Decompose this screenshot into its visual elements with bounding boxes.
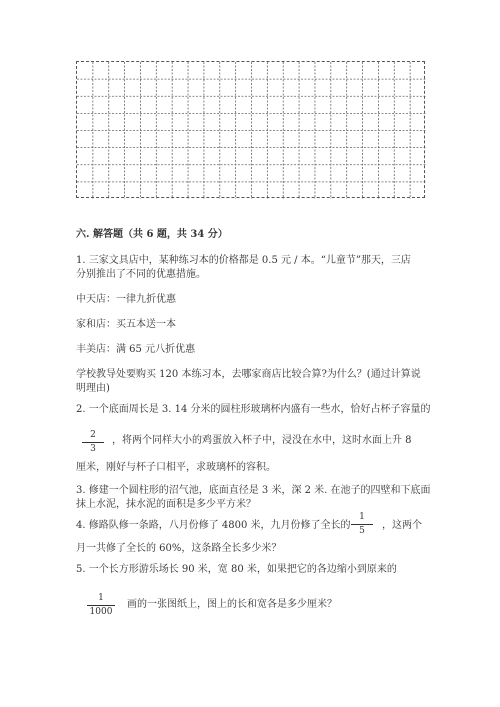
q5-line2: 画的一张图纸上，图上的长和宽各是多少厘米？ [127,599,337,610]
section-title: 六. 解答题（共 6 题，共 34 分） [76,229,228,240]
grid-lines [77,62,426,199]
q1-line1: 1. 三家文具店中，某种练习本的价格都是 0.5 元 / 本。“儿童节”那天，三店 [76,255,411,266]
q1-offer-fengmei: 丰美店：满 65 元八折优惠 [76,344,196,355]
q1-offer-zhongtian: 中天店：一律九折优惠 [76,294,176,305]
q4-line1a: 4. 修路队修一条路，八月份修了 4800 米，九月份修了全长的 [76,520,351,531]
q3-line1: 3. 修建一个圆柱形的沼气池，底面直径是 3 米，深 2 米. 在池子的四壁和下底面 [76,485,431,496]
q5-fraction-denominator: 1000 [89,607,113,617]
q1-question-line1: 学校教导处要购买 120 本练习本，去哪家商店比较合算?为什么？(通过计算说 [76,369,421,380]
q4-line1b: ，这两个 [382,520,422,531]
q2-fraction-numerator: 2 [82,430,104,443]
q2-line1: 2. 一个底面周长是 3. 14 分米的圆柱形玻璃杯内盛有一些水，恰好占杯子容量的 [76,404,431,415]
q5-line1: 5. 一个长方形游乐场长 90 米，宽 80 米，如果把它的各边缩小到原来的 [76,564,397,575]
q2-fraction-denominator: 3 [90,444,96,454]
q2-line2: ，将两个同样大小的鸡蛋放入杯子中，浸没在水中，这时水面上升 8 [112,435,412,446]
q1-question-line2: 明理由) [76,383,110,394]
q5-fraction-numerator: 1 [87,593,115,606]
q4-fraction [351,512,373,537]
q1-line2: 分别推出了不同的优惠措施。 [76,269,206,280]
q5-fraction [87,593,115,618]
q2-line3: 厘米，刚好与杯子口相平，求玻璃杯的容积。 [76,462,276,473]
q4-fraction-denominator: 5 [359,526,365,536]
q4-fraction-numerator: 1 [351,512,373,525]
q1-offer-jiahe: 家和店：买五本送一本 [76,319,176,330]
q4-line2: 月一共修了全长的 60%，这条路全长多少米？ [76,543,282,554]
q2-fraction [82,430,104,455]
q3-line2: 抹上水泥，抹水泥的面积是多少平方米？ [76,499,256,510]
answer-grid [76,61,425,198]
